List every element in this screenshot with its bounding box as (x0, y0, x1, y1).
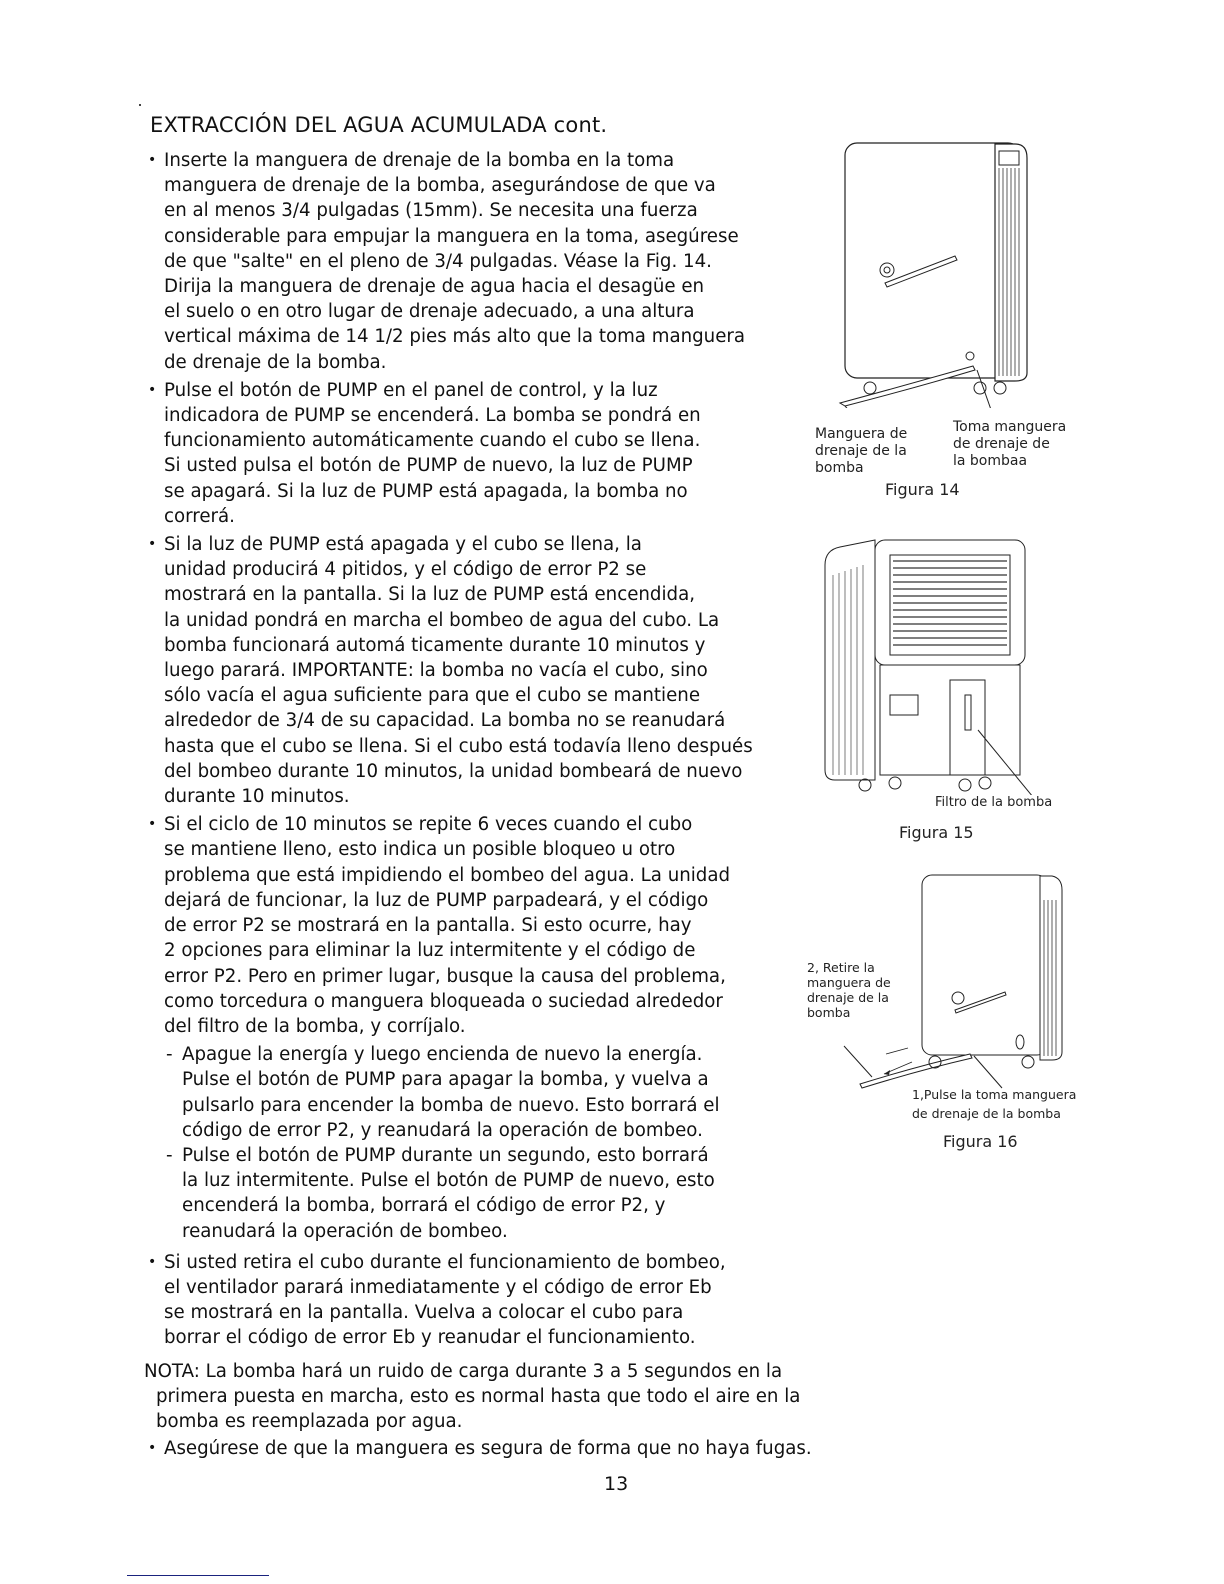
bullet-icon: • (148, 152, 157, 168)
fig14-title: Figura 14 (885, 480, 960, 499)
sub-item (148, 1143, 818, 1244)
page-number: 13 (604, 1473, 629, 1495)
text-line: como torcedura o manguera bloqueada o suciedad alrededor (164, 990, 723, 1012)
note-line: NOTA: La bomba hará un ruido de carga durante 3 a 5 segundos en la (144, 1360, 783, 1382)
bullet-icon: • (148, 536, 157, 553)
fig16-title: Figura 16 (943, 1132, 1018, 1151)
bullet-item (148, 532, 818, 809)
text-line: se mostrará en la pantalla. Vuelva a colocar el cubo para (164, 1302, 684, 1324)
note-line: bomba es reemplazada por agua. (156, 1410, 463, 1432)
text-line: hasta que el cubo se llena. Si el cubo está todavía lleno después (164, 735, 753, 757)
text-line: Dirija la manguera de drenaje de agua hacia el desagüe en (164, 276, 705, 298)
bullet-icon: • (148, 381, 157, 398)
fig14-label-hose: Manguera de drenaje de la bomba (815, 426, 908, 476)
text-line: unidad producirá 4 pitidos, y el código de error P2 se (164, 559, 647, 581)
section-heading: EXTRACCIÓN DEL AGUA ACUMULADA cont. (150, 113, 608, 137)
text-line: dejará de funcionar, la luz de PUMP parpadeará, y el código (164, 889, 709, 911)
text-line: código de error P2, y reanudará la operación de bombeo. (182, 1119, 703, 1141)
text-line: Si la luz de PUMP está apagada y el cubo se llena, la (164, 534, 642, 556)
text-line: la unidad pondrá en marcha el bombeo de agua del cubo. La (164, 609, 720, 631)
text-line: error P2. Pero en primer lugar, busque la causa del problema, (164, 965, 726, 987)
text-line: problema que está impidiendo el bombeo del agua. La unidad (164, 864, 731, 886)
figure-16 (800, 870, 1090, 1160)
text-line: Inserte la manguera de drenaje de la bomba en la toma (164, 150, 675, 171)
text-line: manguera de drenaje de la bomba, asegurándose de que va (164, 175, 716, 197)
bullet-item (148, 148, 818, 375)
bullet-icon: • (148, 1253, 157, 1270)
dash-icon: - (166, 1144, 173, 1166)
text-line: indicadora de PUMP se encenderá. La bomba se pondrá en (164, 405, 701, 427)
text-line: vertical máxima de 14 1/2 pies más alto que la toma manguera (164, 326, 746, 348)
text-line: bomba funcionará automá ticamente durante 10 minutos y (164, 634, 706, 656)
text-line: reanudará la operación de bombeo. (182, 1220, 508, 1242)
text-line: Pulse el botón de PUMP en el panel de control, y la luz (164, 379, 658, 401)
fig16-label-step2: 2, Retire la manguera de drenaje de la bomba (807, 960, 891, 1020)
bullet-item (148, 378, 818, 529)
text-line: del filtro de la bomba, y corríjalo. (164, 1015, 466, 1037)
text-line: el suelo o en otro lugar de drenaje adecuado, a una altura (164, 301, 695, 323)
text-line: Si usted retira el cubo durante el funcionamiento de bombeo, (164, 1251, 726, 1273)
body-text (144, 148, 818, 1461)
dash-icon: - (166, 1044, 173, 1066)
text-line: se apagará. Si la luz de PUMP está apagada, la bomba no (164, 480, 688, 502)
text-line: Si el ciclo de 10 minutos se repite 6 veces cuando el cubo (164, 814, 693, 836)
footer-divider (127, 1575, 269, 1576)
sub-item (148, 1042, 818, 1143)
text-line: pulsarlo para encender la bomba de nuevo. Esto borrará el (182, 1094, 720, 1116)
text-line: 2 opciones para eliminar la luz intermitente y el código de (164, 940, 696, 962)
text-line: Pulse el botón de PUMP durante un segundo, esto borrará (182, 1144, 709, 1166)
text-line: considerable para empujar la manguera en la toma, asegúrese (164, 225, 739, 247)
text-line: luego parará. IMPORTANTE: la bomba no vacía el cubo, sino (164, 660, 708, 682)
text-line: de error P2 se mostrará en la pantalla. Si esto ocurre, hay (164, 915, 692, 937)
text-line: se mantiene lleno, esto indica un posible bloqueo u otro (164, 839, 676, 861)
bullet-icon: • (148, 816, 157, 833)
note (144, 1359, 818, 1435)
text-line: durante 10 minutos. (164, 786, 350, 808)
bullet-icon: • (148, 1440, 157, 1457)
text-line: Apague la energía y luego encienda de nuevo la energía. (182, 1044, 703, 1066)
text-line: Pulse el botón de PUMP para apagar la bomba, y vuelva a (182, 1069, 709, 1091)
bullet-item (148, 812, 818, 1039)
text-line: el ventilador parará inmediatamente y el código de error Eb (164, 1276, 712, 1298)
fig14-label-inlet: Toma manguera de drenaje de la bombaa (953, 419, 1067, 469)
text-line: del bombeo durante 10 minutos, la unidad bombeará de nuevo (164, 760, 743, 782)
text-line: sólo vacía el agua suficiente para que el cubo se mantiene (164, 685, 701, 707)
text-line: funcionamiento automáticamente cuando el cubo se llena. (164, 430, 701, 452)
dehumidifier-front-illustration (815, 535, 1085, 795)
text-line: la luz intermitente. Pulse el botón de PUMP de nuevo, esto (182, 1170, 715, 1192)
fig15-title: Figura 15 (899, 823, 974, 842)
text-line: Si usted pulsa el botón de PUMP de nuevo, la luz de PUMP (164, 455, 693, 477)
text-line: borrar el código de error Eb y reanudar el funcionamiento. (164, 1327, 696, 1349)
fig15-label-filter: Filtro de la bomba (935, 795, 1053, 810)
fig16-label-step1: 1,Pulse la toma manguera de drenaje de la bomba (912, 1087, 1077, 1121)
note-line: primera puesta en marcha, esto es normal hasta que todo el aire en la (156, 1385, 801, 1407)
bullet-item (148, 1436, 818, 1461)
stray-mark (139, 104, 141, 106)
text-line: correrá. (164, 505, 235, 527)
text-line: alrededor de 3/4 de su capacidad. La bomba no se reanudará (164, 710, 726, 732)
text-line: Asegúrese de que la manguera es segura de forma que no haya fugas. (164, 1438, 812, 1460)
text-line: encenderá la bomba, borrará el código de error P2, y (182, 1195, 666, 1217)
bullet-item (148, 1250, 818, 1351)
text-line: mostrará en la pantalla. Si la luz de PUMP está encendida, (164, 584, 695, 606)
figure-15 (815, 535, 1085, 845)
figure-14 (815, 138, 1085, 508)
text-line: de drenaje de la bomba. (164, 351, 387, 373)
text-line: de que "salte" en el pleno de 3/4 pulgadas. Véase la Fig. 14. (164, 250, 712, 272)
text-line: en al menos 3/4 pulgadas (15mm). Se necesita una fuerza (164, 200, 698, 222)
dehumidifier-back-illustration (815, 138, 1085, 408)
